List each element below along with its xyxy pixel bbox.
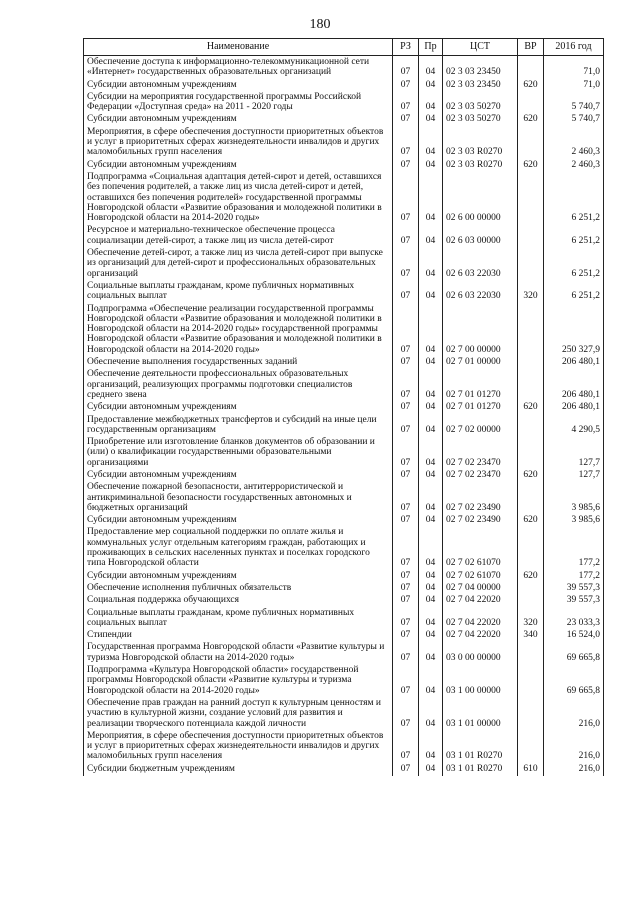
cell-name: Обеспечение прав граждан на ранний доступ к культурным ценностям и участию в культурной жизни, создание условий для развития и реализации творческого потенциала каждой личности (84, 698, 393, 731)
cell-rz: 07 (393, 402, 419, 414)
cell-name: Субсидии автономным учреждениям (84, 571, 393, 583)
table-row (84, 225, 604, 248)
cell-vr (518, 172, 544, 225)
cell-name: Обеспечение исполнения публичных обязательств (84, 583, 393, 595)
cell-rz: 07 (393, 731, 419, 764)
cell-amount: 23 033,3 (544, 608, 604, 631)
cell-amount: 2 460,3 (544, 127, 604, 160)
table-row (84, 595, 604, 607)
cell-amount: 6 251,2 (544, 172, 604, 225)
cell-pr: 04 (419, 764, 443, 776)
cell-vr (518, 482, 544, 515)
cell-cst: 03 1 00 00000 (443, 665, 518, 698)
cell-cst: 02 3 03 R0270 (443, 127, 518, 160)
table-row (84, 698, 604, 731)
cell-amount: 3 985,6 (544, 515, 604, 527)
cell-rz: 07 (393, 114, 419, 126)
cell-amount: 69 665,8 (544, 665, 604, 698)
cell-amount: 69 665,8 (544, 642, 604, 665)
cell-rz: 07 (393, 764, 419, 776)
cell-amount: 39 557,3 (544, 595, 604, 607)
cell-pr: 04 (419, 731, 443, 764)
cell-cst: 02 3 03 50270 (443, 114, 518, 126)
table-row (84, 304, 604, 357)
cell-vr (518, 369, 544, 402)
cell-name: Субсидии на мероприятия государственной программы Российской Федерации «Доступная среда» на 2011 - 2020 годы (84, 92, 393, 115)
cell-vr (518, 642, 544, 665)
cell-vr (518, 357, 544, 369)
cell-amount: 216,0 (544, 698, 604, 731)
cell-amount: 5 740,7 (544, 92, 604, 115)
cell-rz: 07 (393, 172, 419, 225)
cell-rz: 07 (393, 80, 419, 92)
cell-vr (518, 731, 544, 764)
cell-pr: 04 (419, 225, 443, 248)
cell-name: Субсидии автономным учреждениям (84, 515, 393, 527)
table-row (84, 527, 604, 570)
cell-cst: 03 1 01 R0270 (443, 764, 518, 776)
cell-name: Обеспечение выполнения государственных заданий (84, 357, 393, 369)
cell-cst: 02 7 04 22020 (443, 595, 518, 607)
cell-rz: 07 (393, 470, 419, 482)
header-rz: РЗ (393, 39, 419, 56)
cell-amount: 5 740,7 (544, 114, 604, 126)
cell-pr: 04 (419, 595, 443, 607)
cell-cst: 02 3 03 23450 (443, 56, 518, 80)
cell-pr: 04 (419, 642, 443, 665)
table-row (84, 92, 604, 115)
header-pr: Пр (419, 39, 443, 56)
table-body (84, 56, 604, 777)
cell-rz: 07 (393, 515, 419, 527)
cell-vr (518, 583, 544, 595)
cell-name: Подпрограмма «Обеспечение реализации государственной программы Новгородской области «Развитие образования и молодежной политики в Новгородской области на 2014-2020 годы» государственной программы Новгородской области «Развитие образования и молодежной политики в Новгородской области на 2014-2020 годы» (84, 304, 393, 357)
cell-vr: 620 (518, 80, 544, 92)
cell-rz: 07 (393, 160, 419, 172)
cell-pr: 04 (419, 698, 443, 731)
cell-rz: 07 (393, 437, 419, 470)
cell-amount: 216,0 (544, 764, 604, 776)
cell-amount: 127,7 (544, 437, 604, 470)
cell-cst: 02 7 02 00000 (443, 415, 518, 438)
cell-pr: 04 (419, 571, 443, 583)
page-number: 180 (309, 17, 331, 32)
table-row (84, 583, 604, 595)
table-row (84, 665, 604, 698)
table-row (84, 437, 604, 470)
table-row (84, 571, 604, 583)
cell-cst: 02 7 01 01270 (443, 402, 518, 414)
cell-cst: 03 0 00 00000 (443, 642, 518, 665)
cell-rz: 07 (393, 369, 419, 402)
cell-vr (518, 304, 544, 357)
cell-name: Предоставление межбюджетных трансфертов и субсидий на иные цели государственным организациям (84, 415, 393, 438)
cell-name: Субсидии автономным учреждениям (84, 470, 393, 482)
cell-vr (518, 127, 544, 160)
cell-name: Социальные выплаты гражданам, кроме публичных нормативных социальных выплат (84, 608, 393, 631)
cell-rz: 07 (393, 304, 419, 357)
cell-name: Подпрограмма «Социальная адаптация детей-сирот и детей, оставшихся без попечения родителей, а также лиц из числа детей-сирот и детей, оставшихся без попечения родителей» государственной программы Новгородской области «Развитие образования и молодежной политики в Новгородской области на 2014-2020 годы» (84, 172, 393, 225)
cell-cst: 02 7 00 00000 (443, 304, 518, 357)
cell-name: Субсидии бюджетным учреждениям (84, 764, 393, 776)
table-row (84, 731, 604, 764)
cell-amount: 6 251,2 (544, 248, 604, 281)
table-row (84, 172, 604, 225)
cell-cst: 02 7 02 23490 (443, 482, 518, 515)
cell-vr (518, 527, 544, 570)
cell-amount: 177,2 (544, 571, 604, 583)
cell-pr: 04 (419, 160, 443, 172)
cell-amount: 71,0 (544, 80, 604, 92)
cell-cst: 02 7 04 22020 (443, 608, 518, 631)
cell-amount: 216,0 (544, 731, 604, 764)
cell-rz: 07 (393, 357, 419, 369)
cell-vr: 620 (518, 515, 544, 527)
cell-name: Ресурсное и материально-техническое обеспечение процесса социализации детей-сирот, а также лиц из числа детей-сирот (84, 225, 393, 248)
cell-cst: 02 3 03 23450 (443, 80, 518, 92)
cell-pr: 04 (419, 369, 443, 402)
cell-cst: 02 6 03 22030 (443, 248, 518, 281)
cell-rz: 07 (393, 56, 419, 80)
cell-pr: 04 (419, 92, 443, 115)
cell-rz: 07 (393, 571, 419, 583)
table-row (84, 402, 604, 414)
cell-name: Социальная поддержка обучающихся (84, 595, 393, 607)
cell-name: Мероприятия, в сфере обеспечения доступности приоритетных объектов и услуг в приоритетных сферах жизнедеятельности инвалидов и других маломобильных групп населения (84, 127, 393, 160)
cell-amount: 6 251,2 (544, 225, 604, 248)
cell-cst: 02 7 01 01270 (443, 369, 518, 402)
cell-rz: 07 (393, 127, 419, 160)
cell-rz: 07 (393, 92, 419, 115)
table-row (84, 281, 604, 304)
cell-pr: 04 (419, 304, 443, 357)
cell-name: Государственная программа Новгородской области «Развитие культуры и туризма Новгородской области на 2014-2020 годы» (84, 642, 393, 665)
cell-cst: 02 7 02 23470 (443, 437, 518, 470)
cell-rz: 07 (393, 225, 419, 248)
cell-vr (518, 415, 544, 438)
cell-amount: 127,7 (544, 470, 604, 482)
table-row (84, 80, 604, 92)
cell-vr (518, 92, 544, 115)
cell-rz: 07 (393, 527, 419, 570)
cell-pr: 04 (419, 482, 443, 515)
cell-name: Предоставление мер социальной поддержки по оплате жилья и коммунальных услуг отдельным категориям граждан, работающих и проживающих в сельских населенных пунктах и поселках городского типа Новгородской области (84, 527, 393, 570)
cell-rz: 07 (393, 630, 419, 642)
cell-amount: 177,2 (544, 527, 604, 570)
cell-name: Субсидии автономным учреждениям (84, 80, 393, 92)
cell-name: Подпрограмма «Культура Новгородской области» государственной программы Новгородской области «Развитие культуры и туризма Новгородской области на 2014-2020 годы» (84, 665, 393, 698)
table-row (84, 127, 604, 160)
cell-pr: 04 (419, 114, 443, 126)
cell-vr: 620 (518, 160, 544, 172)
cell-rz: 07 (393, 583, 419, 595)
cell-pr: 04 (419, 402, 443, 414)
cell-amount: 250 327,9 (544, 304, 604, 357)
budget-table (83, 38, 604, 776)
cell-vr (518, 437, 544, 470)
table-row (84, 608, 604, 631)
cell-cst: 02 7 02 23470 (443, 470, 518, 482)
cell-rz: 07 (393, 665, 419, 698)
cell-vr: 620 (518, 470, 544, 482)
cell-cst: 03 1 01 R0270 (443, 731, 518, 764)
cell-rz: 07 (393, 482, 419, 515)
cell-vr: 340 (518, 630, 544, 642)
cell-vr: 620 (518, 571, 544, 583)
cell-pr: 04 (419, 172, 443, 225)
cell-vr (518, 56, 544, 80)
cell-vr: 320 (518, 281, 544, 304)
cell-vr (518, 595, 544, 607)
table-header (84, 39, 604, 56)
cell-amount: 4 290,5 (544, 415, 604, 438)
cell-name: Субсидии автономным учреждениям (84, 402, 393, 414)
cell-cst: 02 6 03 22030 (443, 281, 518, 304)
cell-amount: 3 985,6 (544, 482, 604, 515)
cell-vr (518, 665, 544, 698)
cell-cst: 02 3 03 50270 (443, 92, 518, 115)
table-row (84, 470, 604, 482)
cell-cst: 02 7 02 23490 (443, 515, 518, 527)
cell-pr: 04 (419, 665, 443, 698)
cell-rz: 07 (393, 698, 419, 731)
cell-pr: 04 (419, 127, 443, 160)
cell-vr (518, 225, 544, 248)
cell-vr (518, 698, 544, 731)
cell-name: Субсидии автономным учреждениям (84, 160, 393, 172)
header-year: 2016 год (544, 39, 604, 56)
table-row (84, 56, 604, 80)
cell-vr: 620 (518, 114, 544, 126)
cell-vr: 620 (518, 402, 544, 414)
table-row (84, 160, 604, 172)
cell-name: Обеспечение доступа к информационно-телекоммуникационной сети «Интернет» государственных образовательных организаций (84, 56, 393, 80)
cell-cst: 02 7 01 00000 (443, 357, 518, 369)
header-vr: ВР (518, 39, 544, 56)
cell-cst: 02 7 04 00000 (443, 583, 518, 595)
cell-name: Стипендии (84, 630, 393, 642)
cell-pr: 04 (419, 470, 443, 482)
cell-pr: 04 (419, 357, 443, 369)
cell-pr: 04 (419, 515, 443, 527)
table-row (84, 248, 604, 281)
cell-amount: 39 557,3 (544, 583, 604, 595)
table-row (84, 515, 604, 527)
cell-pr: 04 (419, 437, 443, 470)
cell-rz: 07 (393, 415, 419, 438)
cell-amount: 71,0 (544, 56, 604, 80)
cell-pr: 04 (419, 583, 443, 595)
cell-cst: 02 3 03 R0270 (443, 160, 518, 172)
cell-name: Обеспечение деятельности профессиональных образовательных организаций, реализующих программы подготовки специалистов среднего звена (84, 369, 393, 402)
cell-vr: 320 (518, 608, 544, 631)
header-name: Наименование (84, 39, 393, 56)
table-row (84, 482, 604, 515)
cell-amount: 206 480,1 (544, 402, 604, 414)
cell-amount: 206 480,1 (544, 369, 604, 402)
cell-pr: 04 (419, 281, 443, 304)
cell-name: Обеспечение пожарной безопасности, антитеррористической и антикриминальной безопасности государственных автономных и бюджетных организаций (84, 482, 393, 515)
cell-vr: 610 (518, 764, 544, 776)
cell-amount: 6 251,2 (544, 281, 604, 304)
cell-rz: 07 (393, 595, 419, 607)
table-row (84, 764, 604, 776)
cell-pr: 04 (419, 630, 443, 642)
cell-pr: 04 (419, 608, 443, 631)
cell-rz: 07 (393, 608, 419, 631)
cell-cst: 02 7 02 61070 (443, 571, 518, 583)
cell-name: Мероприятия, в сфере обеспечения доступности приоритетных объектов и услуг в приоритетных сферах жизнедеятельности инвалидов и других маломобильных групп населения (84, 731, 393, 764)
cell-pr: 04 (419, 80, 443, 92)
cell-rz: 07 (393, 642, 419, 665)
table-row (84, 357, 604, 369)
cell-cst: 02 7 04 22020 (443, 630, 518, 642)
cell-pr: 04 (419, 415, 443, 438)
cell-rz: 07 (393, 281, 419, 304)
cell-name: Приобретение или изготовление бланков документов об образовании и (или) о квалификации государственными образовательными организациями (84, 437, 393, 470)
table-row (84, 114, 604, 126)
header-cst: ЦСТ (443, 39, 518, 56)
table-row (84, 369, 604, 402)
cell-vr (518, 248, 544, 281)
table-row (84, 642, 604, 665)
cell-pr: 04 (419, 56, 443, 80)
cell-amount: 2 460,3 (544, 160, 604, 172)
cell-amount: 16 524,0 (544, 630, 604, 642)
cell-amount: 206 480,1 (544, 357, 604, 369)
table-row (84, 630, 604, 642)
cell-name: Обеспечение детей-сирот, а также лиц из числа детей-сирот при выпуске из организаций для детей-сирот и профессиональных образовательных организаций (84, 248, 393, 281)
cell-cst: 02 6 03 00000 (443, 225, 518, 248)
cell-name: Субсидии автономным учреждениям (84, 114, 393, 126)
cell-cst: 02 6 00 00000 (443, 172, 518, 225)
table-row (84, 415, 604, 438)
cell-cst: 02 7 02 61070 (443, 527, 518, 570)
cell-cst: 03 1 01 00000 (443, 698, 518, 731)
cell-pr: 04 (419, 527, 443, 570)
cell-pr: 04 (419, 248, 443, 281)
cell-name: Социальные выплаты гражданам, кроме публичных нормативных социальных выплат (84, 281, 393, 304)
cell-rz: 07 (393, 248, 419, 281)
